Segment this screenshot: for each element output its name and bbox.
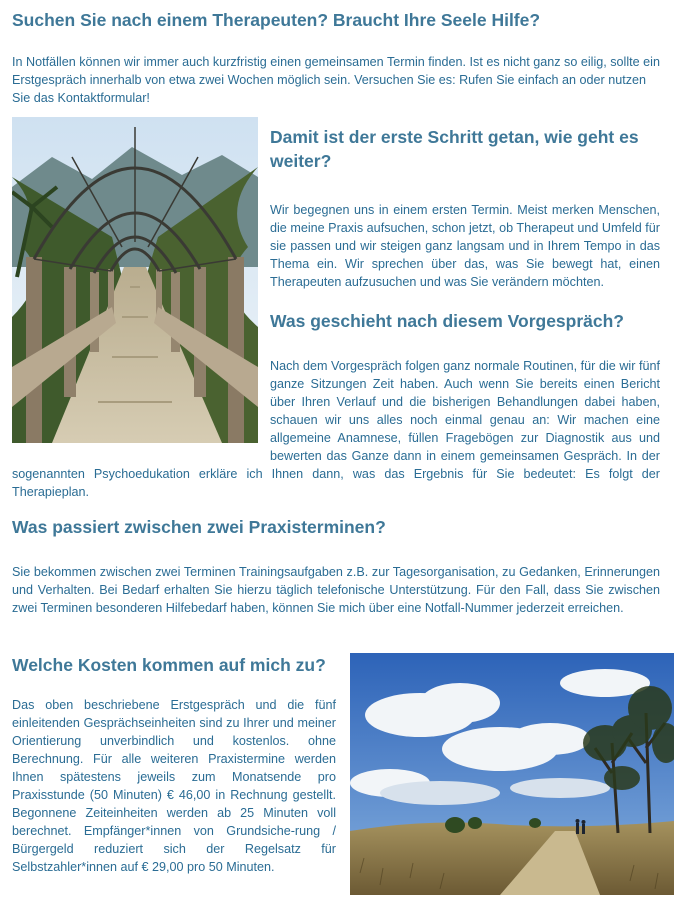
- section-text-costs: Das oben beschriebene Erstgespräch und die fünf einleitenden Gesprächseinheiten sind zu Ihrer und meiner Orientierung unverbindlich und kostenlos. ohne Berechnung. Für alle weiteren Praxistermine werden Ihnen spätestens jeweils zum Monatsende pro Praxisstunde (50 Minuten) € 46,00 in Rechnung gestellt. Begonnene Zeiteinheiten werden ab 25 Minuten voll berechnet. Empfänger*innen von Grundsiche-rung / Bürgergeld reduziert sich der Regelsatz für Selbstzahler*innen auf € 29,00 pro 50 Minuten.: [12, 698, 336, 874]
- section-text-between-appointments: Sie bekommen zwischen zwei Terminen Trainingsaufgaben z.B. zur Tagesorganisation, zu Gedanken, Erinnerungen und Verhalten. Bei Bedarf erhalten Sie hierzu täglich telefonische Unterstützung. Für den Fall, dass Sie zwischen zwei Terminen besonderen Hilfebedarf haben, können Sie mich über eine Notfall-Nummer jederzeit erreichen.: [12, 565, 660, 615]
- section-heading-next-steps: Damit ist der erste Schritt getan, wie geht es weiter?: [270, 127, 639, 171]
- landscape-trees-image: [350, 653, 674, 895]
- section-costs: [12, 653, 674, 899]
- section-next-steps: [12, 117, 660, 501]
- section-heading-search-therapist: Suchen Sie nach einem Therapeuten? Braucht Ihre Seele Hilfe?: [12, 10, 541, 30]
- section-heading-after-first-talk: Was geschieht nach diesem Vorgespräch?: [270, 311, 624, 331]
- section-text-next-steps: Wir begegnen uns in einem ersten Termin. Meist merken Menschen, die meine Praxis aufsuchen, schon jetzt, ob Therapeut und Umfeld für sie passen und wir steigen ganz langsam und in Ihrem Tempo in das Thema ein. Wir sprechen über das, was Sie bewegt hat, einen Therapeuten aufzusuchen und was Sie verändern möchten.: [270, 203, 660, 289]
- section-text-search-therapist: In Notfällen können wir immer auch kurzfristig einen gemeinsamen Termin finden. Ist es nicht ganz so eilig, sollte ein Erstgespräch innerhalb von etwa zwei Wochen möglich sein. Versuchen Sie es: Rufen Sie einfach an oder nutzen Sie das Kontaktformular!: [12, 55, 660, 105]
- section-heading-between-appointments: Was passiert zwischen zwei Praxisterminen?: [12, 517, 386, 537]
- section-text-after-first-talk: Nach dem Vorgespräch folgen ganz normale Routinen, für die wir fünf ganze Sitzungen Zeit haben. Auch wenn Sie bereits einen Bericht über Ihren Verlauf und die bisherigen Behandlungen dabei haben, schauen wir uns alles noch einmal genau an: Wir machen eine allgemeine Anamnese, füllen Fragebögen zur Diagnostik aus und bewerten das Ganze dann in einem gemeinsamen Gespräch. In der sogenannten Psychoedukation erkläre ich Ihnen dann, was das Ergebnis für Sie bedeutet: Es folgt der Therapieplan.: [12, 359, 660, 499]
- section-heading-costs: Welche Kosten kommen auf mich zu?: [12, 655, 326, 675]
- pergola-walkway-image: [12, 117, 258, 443]
